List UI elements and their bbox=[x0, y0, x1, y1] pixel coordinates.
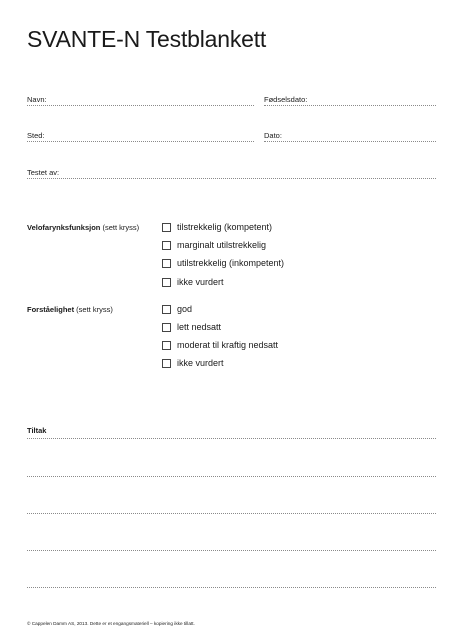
forstaelighet-option-2[interactable]: lett nedsatt bbox=[162, 321, 221, 333]
tiltak-line[interactable] bbox=[27, 550, 436, 551]
tiltak-line[interactable] bbox=[27, 438, 436, 439]
fodselsdato-line bbox=[264, 105, 436, 106]
checkbox[interactable] bbox=[162, 305, 171, 314]
tiltak-label: Tiltak bbox=[27, 426, 47, 435]
forstaelighet-option-3[interactable]: moderat til kraftig nedsatt bbox=[162, 339, 278, 351]
tiltak-line[interactable] bbox=[27, 476, 436, 477]
velofarynks-option-3[interactable]: utilstrekkelig (inkompetent) bbox=[162, 257, 284, 269]
tiltak-line[interactable] bbox=[27, 587, 436, 588]
navn-line bbox=[27, 105, 254, 106]
sted-line bbox=[27, 141, 254, 142]
navn-field[interactable] bbox=[27, 92, 254, 106]
dato-field[interactable] bbox=[264, 128, 436, 142]
fodselsdato-field[interactable] bbox=[264, 92, 436, 106]
forstaelighet-option-4[interactable]: ikke vurdert bbox=[162, 357, 224, 369]
forstaelighet-label: Forståelighet (sett kryss) bbox=[27, 305, 113, 314]
forstaelighet-option-1[interactable]: god bbox=[162, 303, 192, 315]
tiltak-line[interactable] bbox=[27, 513, 436, 514]
velofarynks-option-2[interactable]: marginalt utilstrekkelig bbox=[162, 239, 266, 251]
fodselsdato-label: Fødselsdato: bbox=[264, 95, 308, 104]
dato-label: Dato: bbox=[264, 131, 282, 140]
checkbox[interactable] bbox=[162, 341, 171, 350]
navn-label: Navn: bbox=[27, 95, 47, 104]
testet-av-field[interactable] bbox=[27, 165, 436, 179]
copyright-footer: © Cappelen Damm AS, 2013. Dette er et engangsmateriell – kopiering ikke tillatt. bbox=[27, 621, 195, 626]
testet-av-label: Testet av: bbox=[27, 168, 60, 177]
checkbox[interactable] bbox=[162, 359, 171, 368]
checkbox[interactable] bbox=[162, 259, 171, 268]
velofarynks-option-4[interactable]: ikke vurdert bbox=[162, 276, 224, 288]
velofarynks-option-1[interactable]: tilstrekkelig (kompetent) bbox=[162, 221, 272, 233]
testet-av-line bbox=[27, 178, 436, 179]
sted-label: Sted: bbox=[27, 131, 45, 140]
checkbox[interactable] bbox=[162, 323, 171, 332]
checkbox[interactable] bbox=[162, 241, 171, 250]
dato-line bbox=[264, 141, 436, 142]
sted-field[interactable] bbox=[27, 128, 254, 142]
checkbox[interactable] bbox=[162, 278, 171, 287]
form-title: SVANTE-N Testblankett bbox=[27, 26, 267, 52]
velofarynks-label: Velofarynksfunksjon (sett kryss) bbox=[27, 223, 140, 232]
checkbox[interactable] bbox=[162, 223, 171, 232]
